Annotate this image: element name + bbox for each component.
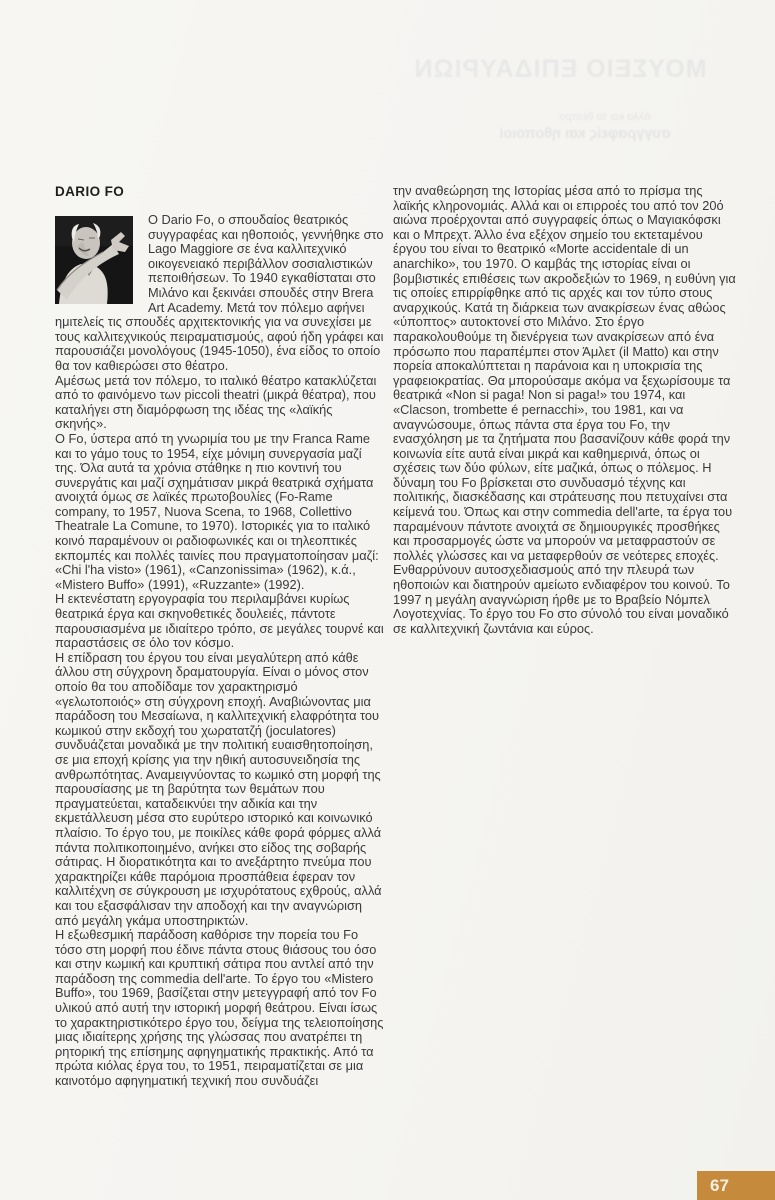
body-paragraph: την αναθεώρηση της Ιστορίας μέσα από το πρίσμα της λαϊκής κληρονομιάς. Αλλά και οι επιρροές του από τον 20ό αιώνα προέρχονται από συγγραφείς όπως ο Μαγιακόφσκι και ο Μπρεχτ. Άλλο ένα εξέχον σημείο του εκτεταμένου έργου του είναι το θεατρικό «Morte accidentale di un anarchiko», του 1970. Ο καμβάς της ιστορίας είναι οι βομβιστικές επιθέσεις των ακροδεξιών το 1969, η ευθύνη για τις οποίες επιρρίφθηκε από τις αρχές και τον τύπο στους αναρχικούς. Κατά τη διάρκεια των ανακρίσεων ένας αθώος «ύποπτος» αυτοκτονεί στο Μιλάνο. Στο έργο παρακολουθούμε τη διενέργεια των ανακρίσεων από ένα πρόσωπο που παραπέμπει στον Άμλετ (il Matto) και στην πορεία αποκαλύπτεται η παράνοια και η υποκρισία της γραφειοκρατίας. Θα μπορούσαμε ακόμα να ξεχωρίσουμε τα θεατρικά «Non si paga! Non si paga!» του 1974, και «Clacson, trombette é pernacchi», του 1981, και να αναγνώσουμε, όπως πάντα στα έργα του Fo, την ενασχόληση με τα ζητήματα που βασανίζουν κάθε φορά την κοινωνία είτε αυτά είναι μικρά και καθημερινά, όπως οι σχέσεις των δύο φύλων, είτε μαζικά, όπως ο πόλεμος. Η δύναμη του Fo βρίσκεται στο συνδυασμό τέχνης και πολιτικής, διασκέδασης και στράτευσης που πετυχαίνει στα κείμενά του. Όπως και στην commedia dell'arte, τα έργα του παραμένουν πάντοτε ανοιχτά σε δημιουργικές προσθήκες και προσαρμογές ώστε να μπορούν να μεταφραστούν σε πολλές γλώσσες και να μεταφερθούν σε νεότερες εποχές. Ενθαρρύνουν αυτοσχεδιασμούς από την πλευρά των ηθοποιών και διατηρούν αμείωτο ενδιαφέρον του κοινού. Το 1997 η μεγάλη αναγνώριση ήρθε με το Βραβείο Νόμπελ Λογοτεχνίας. Το έργο του Fo στο σύνολό του είναι μοναδικό σε καλλιτεχνική ζωντάνια και εύρος.	[393, 183, 736, 636]
bleed-through-subline: άλλα και το θέατρο	[559, 111, 651, 123]
body-paragraph: Η εξωθεσμική παράδοση καθόρισε την πορεία του Fo τόσο στη μορφή που έδινε πάντα στους θιάσους του όσο και στην κωμική και κρυπτική σάτιρα που αντλεί από την παράδοση της commedia dell'arte. Το έργο του «Mistero Buffo», του 1969, βασίζεται στην μετεγγραφή από τον Fo υλικού από αυτή την ιστορική μορφή θεάτρου. Είναι ίσως το χαρακτηριστικότερο έργο του, δείγμα της τελειοποίησης μιας ιδιαίτερης χρήσης της γλώσσας που ανατρέπει τη ρητορική της επίσημης αφηγηματικής πρακτικής. Από τα πρώτα κιόλας έργα του, το 1951, πειραματίζεται σε μια καινοτόμο αφηγηματική τεχνική που συνδυάζει	[55, 927, 384, 1089]
body-paragraph: Ο Fo, ύστερα από τη γνωριμία του με την Franca Rame και το γάμο τους το 1954, είχε μόνιμη συνεργασία μαζί της. Όλα αυτά τα χρόνια στάθηκε η πιο κοντινή του συνεργάτις και μαζί σχημάτισαν μικρά θεατρικά σχήματα ανοιχτά όμως σε λαϊκές πρωτοβουλίες (Fo-Rame company, το 1957, Nuova Scena, το 1968, Collettivo Theatrale La Comune, το 1970). Ιστορικές για το ιταλικό κοινό παραμένουν οι ραδιοφωνικές και οι τηλεοπτικές εκπομπές και πολλές ταινίες που πραγματοποίησαν μαζί: «Chi l'ha visto» (1961), «Canzonissima» (1962), κ.ά., «Mistero Buffo» (1991), «Ruzzante» (1992).	[55, 430, 379, 592]
dario-fo-photo	[55, 216, 133, 304]
bleed-through-boldline: συγγραφείς και ηθοποιοί	[499, 126, 671, 142]
right-column	[393, 184, 737, 1089]
body-paragraph: Η επίδραση του έργου του είναι μεγαλύτερη από κάθε άλλου στη σύγχρονη δραματουργία. Είναι ο μόνος στον οποίο θα του αποδίδαμε τον χαρακτηρισμό «γελωτοποιός» στη σύγχρονη εποχή. Αναβιώνοντας μια παράδοση του Μεσαίωνα, η καλλιτεχνική ελαφρότητα του κωμικού στην εκδοχή του χωρατατζή (joculatores) συνδυάζεται μοναδικά με την πολιτική ευαισθητοποίηση, σε μια εποχή κρίσης για την ηθική αυτοσυνειδησία της ανθρωπότητας. Αναμειγνύοντας το κωμικό στη μορφή της παρουσίασης με τη βαρύτητα των θεμάτων που πραγματεύεται, καταδεικνύει την αδικία και την εκμετάλλευση μέσα στο ευρύτερο ιστορικό και κοινωνικό πλαίσιο. Το έργο του, με ποικίλες κάθε φορά φόρμες αλλά πάντα πολιτικοποιημένο, ανήκει στο είδος της σοβαρής σάτιρας. Η διορατικότητα και το ανεξάρτητο πνεύμα που χαρακτηρίζει κάθε παρόμοια προσπάθεια έφεραν τον καλλιτέχνη σε σύγκρουση με ισχυρότατους εχθρούς, αλλά και του εξασφάλισαν την αποδοχή και την αναγνώριση από μεγάλη γκάμα υποστηρικτών.	[55, 649, 382, 928]
page-number: 67	[710, 1176, 729, 1195]
left-column	[55, 184, 387, 1089]
page-number-badge	[697, 1171, 775, 1200]
body-paragraph: Αμέσως μετά τον πόλεμο, το ιταλικό θέατρο κατακλύζεται από το φαινόμενο των piccoli theatri (μικρά θέατρα), που καταλήγει στη διαμόρφωση της ιδέας της «λαϊκής σκηνής».	[55, 372, 377, 432]
article	[55, 184, 737, 1089]
body-paragraph: Η εκτενέστατη εργογραφία του περιλαμβάνει κυρίως θεατρικά έργα και σκηνοθετικές δουλειές, πάντοτε παρουσιασμένα με ιδιαίτερο τρόπο, σε μεγάλες τουρνέ και παραστάσεις σε όλο τον κόσμο.	[55, 591, 384, 651]
article-title: DARIO FO	[55, 184, 125, 199]
body-paragraph: Ο Dario Fo, ο σπουδαίος θεατρικός συγγραφέας και ηθοποιός, γεννήθηκε στο Lago Maggiore σε ένα καλλιτεχνικό οικογενειακό περιβάλλον σοσιαλιστικών πεποιθήσεων. Το 1940 εγκαθίσταται στο Μιλάνο και ξεκινάει σπουδές στην Brera Art Academy. Μετά τον πόλεμο αφήνει ημιτελείς τις σπουδές αρχιτεκτονικής για να συνεχίσει με τους καλλιτεχνικούς πειραματισμούς, αφού ήδη γράφει και παρουσιάζει μονολόγους (1945-1050), ένα είδος το οποίο θα τον καθιερώσει στο θέατρο.	[55, 212, 384, 373]
dario-fo-photo-illustration	[55, 216, 133, 304]
bleed-through-heading: ΜΟΥΣΕΙΟ ΕΠΙΔΑΥΡΙΩΝ	[413, 55, 707, 83]
